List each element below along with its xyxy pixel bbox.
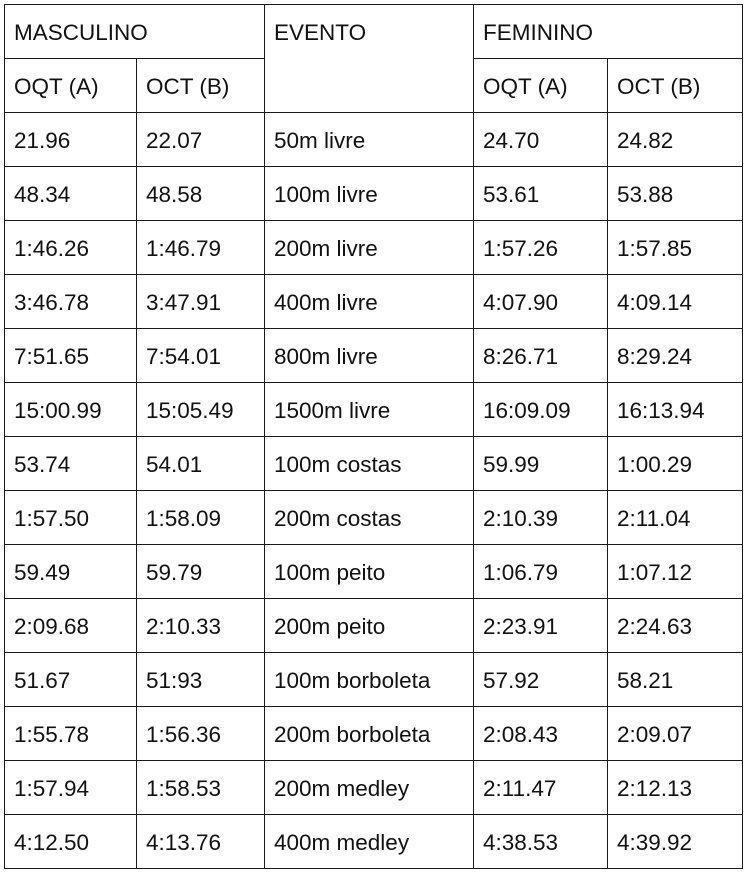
qualifying-times-table	[4, 4, 743, 869]
table-row	[5, 761, 743, 815]
cell-feminino-oct: 8:29.24	[608, 329, 743, 383]
cell-masculino-oct: 1:58.09	[137, 491, 265, 545]
cell-masculino-oqt: 7:51.65	[5, 329, 137, 383]
cell-feminino-oqt: 4:07.90	[474, 275, 608, 329]
table-header	[5, 5, 743, 113]
cell-evento: 200m borboleta	[265, 707, 474, 761]
table-row	[5, 491, 743, 545]
cell-feminino-oct: 4:39.92	[608, 815, 743, 869]
table-row	[5, 383, 743, 437]
cell-evento: 200m peito	[265, 599, 474, 653]
cell-feminino-oqt: 2:08.43	[474, 707, 608, 761]
cell-masculino-oct: 59.79	[137, 545, 265, 599]
cell-masculino-oct: 51:93	[137, 653, 265, 707]
cell-masculino-oqt: 53.74	[5, 437, 137, 491]
cell-feminino-oct: 2:09.07	[608, 707, 743, 761]
table-row	[5, 815, 743, 869]
cell-feminino-oct: 58.21	[608, 653, 743, 707]
cell-evento: 200m livre	[265, 221, 474, 275]
cell-masculino-oqt: 1:46.26	[5, 221, 137, 275]
cell-feminino-oct: 4:09.14	[608, 275, 743, 329]
cell-evento: 200m costas	[265, 491, 474, 545]
cell-evento: 100m borboleta	[265, 653, 474, 707]
cell-masculino-oqt: 1:57.94	[5, 761, 137, 815]
table-row	[5, 437, 743, 491]
header-row-groups	[5, 5, 743, 59]
table-row	[5, 707, 743, 761]
cell-masculino-oct: 22.07	[137, 113, 265, 167]
table-row	[5, 329, 743, 383]
cell-masculino-oqt: 3:46.78	[5, 275, 137, 329]
cell-feminino-oct: 53.88	[608, 167, 743, 221]
cell-masculino-oct: 15:05.49	[137, 383, 265, 437]
cell-feminino-oct: 1:07.12	[608, 545, 743, 599]
cell-evento: 1500m livre	[265, 383, 474, 437]
cell-feminino-oct: 16:13.94	[608, 383, 743, 437]
header-masculino-oqt: OQT (A)	[5, 59, 137, 113]
cell-masculino-oqt: 59.49	[5, 545, 137, 599]
header-masculino: MASCULINO	[5, 5, 265, 59]
header-evento: EVENTO	[265, 5, 474, 113]
cell-evento: 50m livre	[265, 113, 474, 167]
cell-feminino-oct: 1:00.29	[608, 437, 743, 491]
cell-feminino-oqt: 4:38.53	[474, 815, 608, 869]
cell-feminino-oct: 2:24.63	[608, 599, 743, 653]
cell-feminino-oqt: 57.92	[474, 653, 608, 707]
cell-masculino-oqt: 4:12.50	[5, 815, 137, 869]
cell-evento: 400m livre	[265, 275, 474, 329]
table-row	[5, 599, 743, 653]
cell-masculino-oct: 2:10.33	[137, 599, 265, 653]
cell-masculino-oct: 54.01	[137, 437, 265, 491]
cell-feminino-oqt: 1:06.79	[474, 545, 608, 599]
cell-masculino-oct: 1:46.79	[137, 221, 265, 275]
cell-feminino-oqt: 8:26.71	[474, 329, 608, 383]
header-masculino-oct: OCT (B)	[137, 59, 265, 113]
cell-feminino-oqt: 2:23.91	[474, 599, 608, 653]
table-body	[5, 113, 743, 869]
cell-masculino-oct: 3:47.91	[137, 275, 265, 329]
cell-masculino-oqt: 48.34	[5, 167, 137, 221]
cell-masculino-oqt: 15:00.99	[5, 383, 137, 437]
cell-masculino-oct: 1:58.53	[137, 761, 265, 815]
header-feminino: FEMININO	[474, 5, 743, 59]
cell-masculino-oct: 1:56.36	[137, 707, 265, 761]
cell-masculino-oct: 48.58	[137, 167, 265, 221]
cell-masculino-oqt: 2:09.68	[5, 599, 137, 653]
table-row	[5, 221, 743, 275]
header-feminino-oqt: OQT (A)	[474, 59, 608, 113]
cell-feminino-oct: 1:57.85	[608, 221, 743, 275]
cell-masculino-oqt: 1:55.78	[5, 707, 137, 761]
table-row	[5, 653, 743, 707]
cell-feminino-oct: 2:12.13	[608, 761, 743, 815]
table-row	[5, 167, 743, 221]
cell-feminino-oqt: 24.70	[474, 113, 608, 167]
cell-evento: 100m peito	[265, 545, 474, 599]
cell-evento: 200m medley	[265, 761, 474, 815]
cell-feminino-oqt: 16:09.09	[474, 383, 608, 437]
cell-evento: 100m livre	[265, 167, 474, 221]
cell-feminino-oqt: 59.99	[474, 437, 608, 491]
cell-feminino-oct: 2:11.04	[608, 491, 743, 545]
table-row	[5, 545, 743, 599]
cell-feminino-oqt: 1:57.26	[474, 221, 608, 275]
cell-masculino-oct: 4:13.76	[137, 815, 265, 869]
cell-masculino-oqt: 1:57.50	[5, 491, 137, 545]
cell-evento: 400m medley	[265, 815, 474, 869]
cell-feminino-oqt: 2:11.47	[474, 761, 608, 815]
table-row	[5, 275, 743, 329]
cell-feminino-oqt: 2:10.39	[474, 491, 608, 545]
cell-feminino-oqt: 53.61	[474, 167, 608, 221]
cell-evento: 800m livre	[265, 329, 474, 383]
header-feminino-oct: OCT (B)	[608, 59, 743, 113]
cell-masculino-oqt: 51.67	[5, 653, 137, 707]
cell-masculino-oct: 7:54.01	[137, 329, 265, 383]
table-row	[5, 113, 743, 167]
cell-feminino-oct: 24.82	[608, 113, 743, 167]
cell-evento: 100m costas	[265, 437, 474, 491]
cell-masculino-oqt: 21.96	[5, 113, 137, 167]
